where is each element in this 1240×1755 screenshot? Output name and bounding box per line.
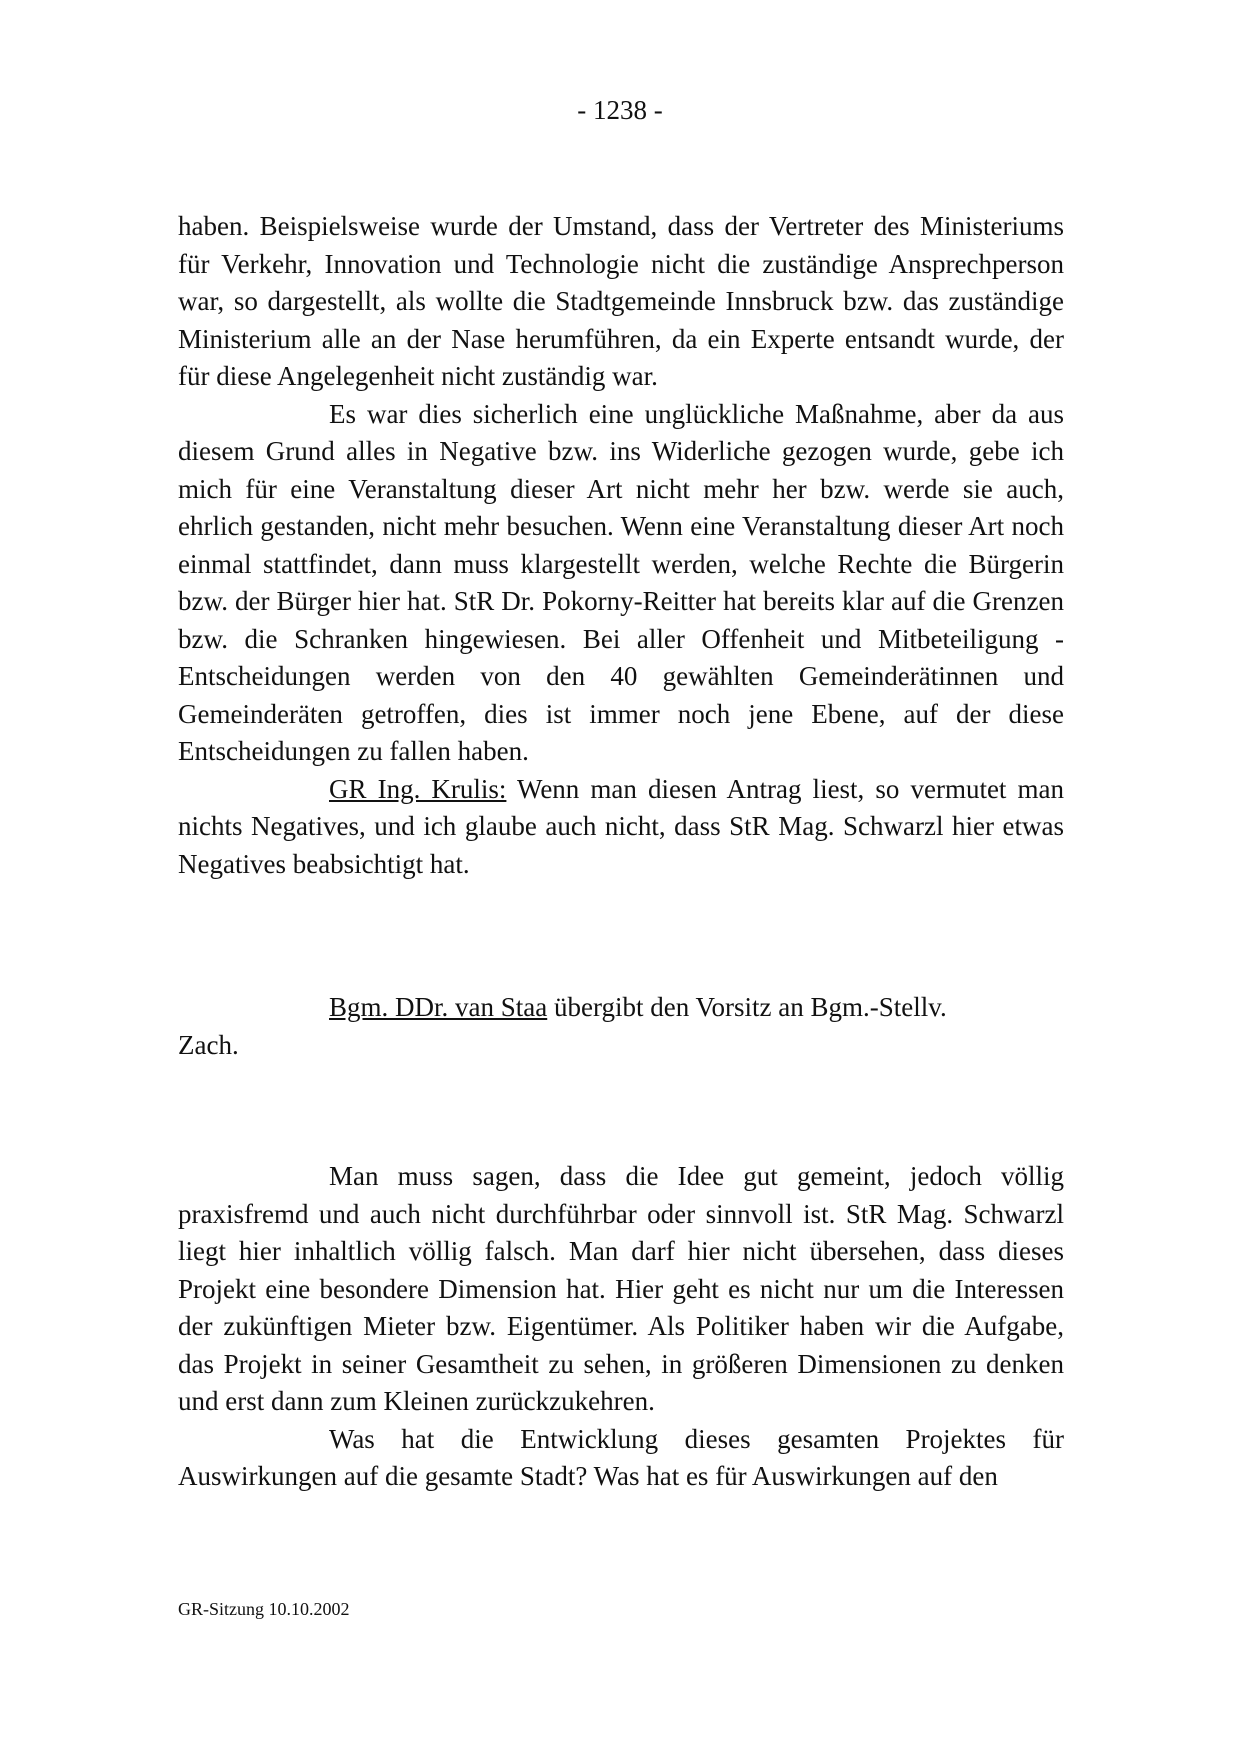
chair-change-line — [178, 989, 1064, 1027]
chair-change-line-2: Zach. — [178, 1029, 239, 1060]
speaker-name: Bgm. DDr. van Staa — [329, 992, 548, 1022]
paragraph: Was hat die Entwicklung dieses gesamten Projektes für Auswirkungen auf die gesamte Stadt? Was hat es für Auswirkungen auf den — [178, 1423, 1064, 1491]
chair-change-text: übergibt den Vorsitz an Bgm.-Stellv. — [547, 992, 947, 1022]
text-block-bottom — [178, 1158, 1064, 1496]
footer-session-date: GR-Sitzung 10.10.2002 — [178, 1599, 350, 1619]
chair-change-note — [178, 989, 1064, 1064]
paragraph: haben. Beispielsweise wurde der Umstand, dass der Vertreter des Ministeriums für Verkehr, Innovation und Technologie nicht die zuständige Ansprechperson war, so dargestellt, als wollte die Stadtgemeinde Innsbruck bzw. das zuständige Ministerium alle an der Nase herumführen, da ein Experte entsandt wurde, der für diese Angelegenheit nicht zuständig war. — [178, 211, 1064, 391]
text-block-top — [178, 208, 1064, 883]
paragraph: Man muss sagen, dass die Idee gut gemeint, jedoch völlig praxisfremd und auch nicht durchführbar oder sinnvoll ist. StR Mag. Schwarzl liegt hier inhaltlich völlig falsch. Man darf hier nicht übersehen, dass dieses Projekt eine besondere Dimension hat. Hier geht es nicht nur um die Interessen der zukünftigen Mieter bzw. Eigentümer. Als Politiker haben wir die Aufgabe, das Projekt in seiner Gesamtheit zu sehen, in größeren Dimensionen zu denken und erst dann zum Kleinen zurückzukehren. — [178, 1161, 1064, 1416]
speaker-name: GR Ing. Krulis: — [329, 773, 507, 804]
paragraph: Es war dies sicherlich eine unglückliche Maßnahme, aber da aus diesem Grund alles in Negative bzw. ins Widerliche gezogen wurde, gebe ich mich für eine Veranstaltung dieser Art nicht mehr her bzw. werde sie auch, ehrlich gestanden, nicht mehr besuchen. Wenn eine Veranstaltung dieser Art noch einmal stattfindet, dann muss klargestellt werden, welche Rechte die Bürgerin bzw. der Bürger hier hat. StR Dr. Pokorny-Reitter hat bereits klar auf die Grenzen bzw. die Schranken hingewiesen. Bei aller Offenheit und Mitbeteiligung - Entscheidungen werden von den 40 gewählten Gemeinderätinnen und Gemeinderäten getroffen, dies ist immer noch jene Ebene, auf der diese Entscheidungen zu fallen haben. — [178, 398, 1064, 766]
paragraph-speech — [178, 771, 1064, 884]
page-number: - 1238 - — [577, 95, 663, 125]
speech-text: Wenn man diesen Antrag liest, so vermutet man nichts Negatives, und ich glaube auch nicht, dass StR Mag. Schwarzl hier etwas Negatives beabsichtigt hat. — [178, 773, 1064, 879]
